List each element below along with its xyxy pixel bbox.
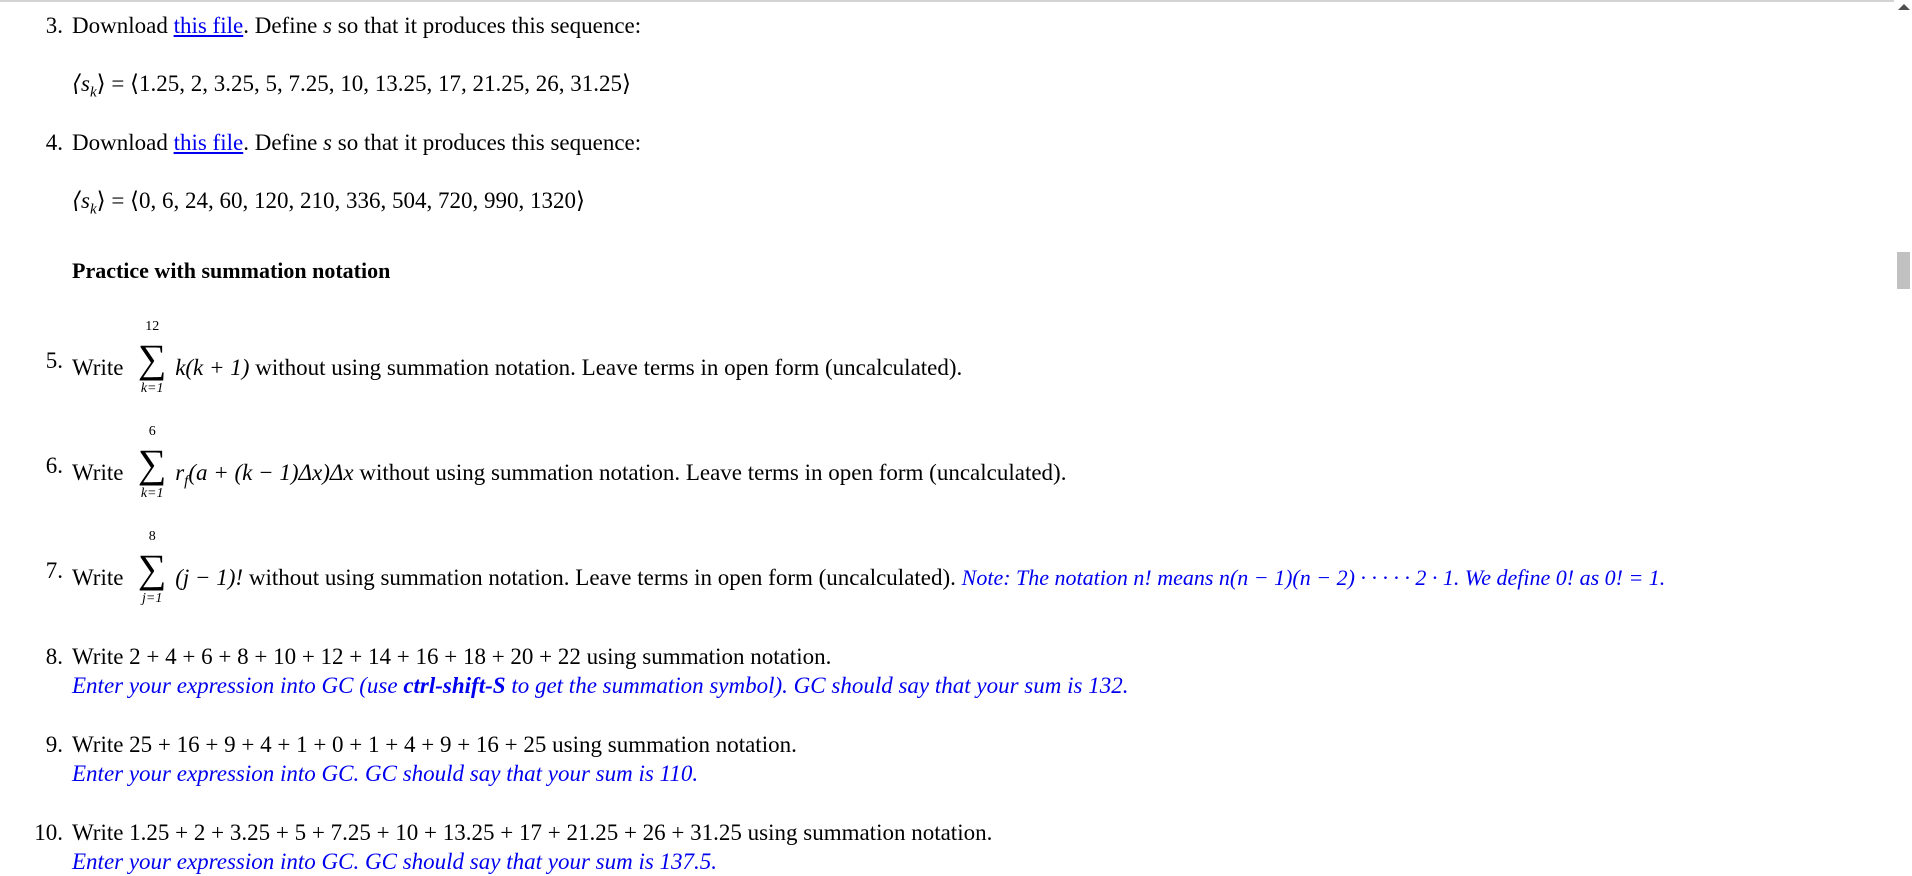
- summation: [129, 424, 175, 501]
- download-link[interactable]: this file: [173, 13, 244, 38]
- sum-lower: k=1: [140, 486, 164, 501]
- item-9-hint: Enter your expression into GC. GC should say that your sum is 110.: [72, 761, 699, 786]
- item-6-text: [72, 424, 1067, 501]
- math-var: s: [323, 13, 332, 38]
- item-text: . Define: [243, 130, 324, 155]
- sum-upper: 6: [148, 424, 156, 439]
- sum-expression-sub: f: [184, 473, 189, 490]
- hint-text: Enter your expression into GC (use: [72, 673, 404, 698]
- seq-mid: ⟩ = ⟨: [96, 71, 140, 96]
- seq-sub: k: [89, 84, 97, 101]
- item-text: without using summation notation. Leave terms in open form (uncalculated).: [249, 355, 963, 380]
- item-8-text: Write 2 + 4 + 6 + 8 + 10 + 12 + 14 + 16 + 18 + 20 + 22 using summation notation.: [72, 644, 832, 669]
- item-text: so that it produces this sequence:: [332, 13, 642, 38]
- scroll-thumb[interactable]: [1897, 252, 1910, 289]
- sum-upper: 12: [145, 319, 160, 334]
- item-number: 10.: [34, 820, 63, 845]
- seq-lhs: ⟨s: [72, 188, 90, 213]
- item-number: 9.: [45, 732, 63, 757]
- seq-mid: ⟩ = ⟨: [96, 188, 140, 213]
- item-text: Download: [72, 13, 174, 38]
- math-var: s: [323, 130, 332, 155]
- sum-expression: (a + (k − 1)Δx)Δx: [188, 460, 354, 485]
- item-number: 4.: [45, 130, 63, 155]
- item-text: Write: [72, 355, 124, 380]
- sum-expression: k(k + 1): [175, 355, 250, 380]
- item-text: . Define: [243, 13, 324, 38]
- section-heading: Practice with summation notation: [72, 258, 391, 283]
- download-link[interactable]: this file: [173, 130, 244, 155]
- item-4-text: [72, 129, 641, 157]
- summation: [129, 529, 175, 606]
- item-number: 8.: [45, 644, 63, 669]
- sigma-symbol: ∑: [137, 441, 167, 486]
- sum-lower: j=1: [142, 591, 163, 606]
- factorial-note: Note: The notation n! means n(n − 1)(n − 2) · · · · · 2 · 1. We define 0! as 0! = 1.: [961, 565, 1666, 590]
- sequence-4: [72, 187, 585, 224]
- item-text: so that it produces this sequence:: [332, 130, 642, 155]
- item-text: Write: [72, 565, 124, 590]
- item-5-text: [72, 319, 963, 396]
- item-10-hint: Enter your expression into GC. GC should say that your sum is 137.5.: [72, 849, 718, 874]
- summation: [129, 319, 175, 396]
- sum-upper: 8: [148, 529, 156, 544]
- item-text: Download: [72, 130, 174, 155]
- keyboard-shortcut: ctrl-shift-S: [403, 673, 506, 698]
- item-number: 7.: [45, 558, 63, 583]
- seq-sub: k: [89, 201, 97, 218]
- hint-text: to get the summation symbol). GC should say that your sum is 132.: [505, 673, 1129, 698]
- sum-lower: k=1: [140, 381, 164, 396]
- item-10-text: Write 1.25 + 2 + 3.25 + 5 + 7.25 + 10 + 13.25 + 17 + 21.25 + 26 + 31.25 using summation notation.: [72, 820, 993, 845]
- item-number: 6.: [45, 453, 63, 478]
- scroll-up-icon[interactable]: [1898, 4, 1910, 10]
- seq-values: 1.25, 2, 3.25, 5, 7.25, 10, 13.25, 17, 21.25, 26, 31.25: [139, 71, 623, 96]
- seq-values: 0, 6, 24, 60, 120, 210, 336, 504, 720, 990, 1320: [139, 188, 577, 213]
- item-3-text: [72, 12, 641, 40]
- item-8-hint: [72, 672, 1128, 700]
- seq-end: ⟩: [622, 71, 632, 96]
- sigma-symbol: ∑: [137, 336, 167, 381]
- sequence-3: [72, 70, 631, 107]
- item-number: 5.: [45, 348, 63, 373]
- item-text: Write: [72, 460, 124, 485]
- sigma-symbol: ∑: [137, 546, 167, 591]
- item-number: 3.: [45, 13, 63, 38]
- item-9-text: Write 25 + 16 + 9 + 4 + 1 + 0 + 1 + 4 + 9 + 16 + 25 using summation notation.: [72, 732, 797, 757]
- sum-expression: (j − 1)!: [175, 565, 244, 590]
- seq-lhs: ⟨s: [72, 71, 90, 96]
- item-text: without using summation notation. Leave terms in open form (uncalculated).: [243, 565, 962, 590]
- vertical-scrollbar[interactable]: [1895, 0, 1912, 875]
- seq-end: ⟩: [576, 188, 586, 213]
- item-text: without using summation notation. Leave terms in open form (uncalculated).: [353, 460, 1067, 485]
- sum-expression-r: r: [175, 460, 185, 485]
- top-border: [0, 0, 1894, 2]
- item-7-text: [72, 529, 1666, 606]
